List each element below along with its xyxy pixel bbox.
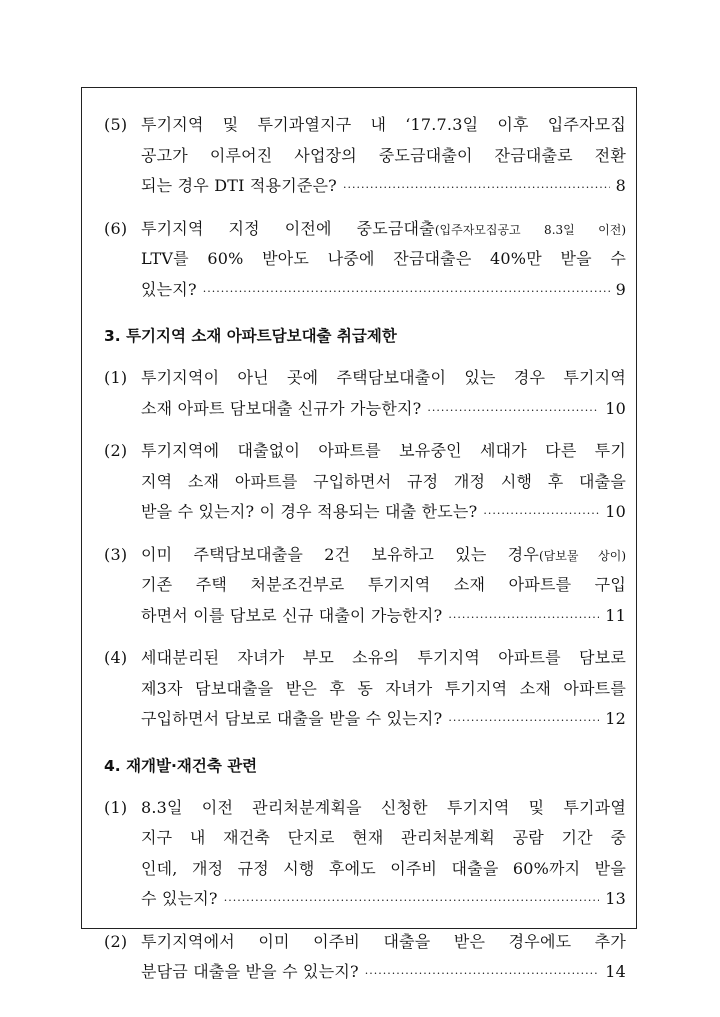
section-heading-4: 4. 재개발·재건축 관련: [104, 756, 258, 775]
item-last-line: [141, 275, 626, 306]
item-text: 소재 아파트 담보대출 신규가 가능한지?: [141, 398, 422, 418]
dot-leader: [203, 277, 610, 306]
dot-leader: [365, 959, 599, 988]
item-number: (5): [104, 115, 128, 134]
page-number: 13: [605, 889, 626, 908]
item-number: (1): [104, 797, 128, 817]
page-number: 12: [605, 709, 626, 728]
item-number: (2): [104, 441, 128, 460]
page-number: 9: [615, 279, 626, 299]
item-text: 분담금 대출을 받을 수 있는지?: [141, 962, 359, 981]
page-number: 8: [615, 176, 626, 195]
item-text-line: 지역 소재 아파트를 구입하면서 규정 개정 시행 후 대출을: [141, 471, 626, 491]
item-text: 하면서 이를 담보로 신규 대출이 가능한지?: [141, 605, 443, 625]
item-last-line: [141, 957, 626, 988]
toc-item-3-3[interactable]: [104, 540, 626, 632]
toc-item-3-1[interactable]: [104, 363, 626, 424]
item-text-line: 인데, 개정 규정 시행 후에도 이주비 대출을 60%까지 받을: [141, 858, 626, 878]
dot-leader: [343, 173, 610, 202]
item-text-line: 투기지역에 대출없이 아파트를 보유중인 세대가 다른 투기: [141, 441, 626, 460]
toc-item-3-4[interactable]: [104, 643, 626, 735]
dot-leader: [483, 499, 599, 528]
item-text-line: [141, 214, 626, 245]
item-last-line: [141, 497, 626, 528]
toc-item-5[interactable]: [104, 110, 626, 202]
page-number: 14: [605, 962, 626, 981]
item-text: 이미 주택담보대출을 2건 보유하고 있는 경우: [141, 544, 539, 564]
item-text-line: 투기지역 및 투기과열지구 내 ‘17.7.3일 이후 입주자모집: [141, 115, 626, 134]
item-note: (담보물 상이): [538, 548, 626, 563]
item-text: 수 있는지?: [141, 889, 218, 908]
dot-leader: [448, 603, 599, 632]
item-text-line: 투기지역이 아닌 곳에 주택담보대출이 있는 경우 투기지역: [141, 368, 626, 387]
item-text-line: LTV를 60% 받아도 나중에 잔금대출은 40%만 받을 수: [141, 249, 626, 268]
item-last-line: [141, 171, 626, 202]
item-text: 있는지?: [141, 279, 197, 299]
toc-content: [104, 110, 626, 988]
toc-item-4-1[interactable]: [104, 793, 626, 915]
item-text-line: 제3자 담보대출을 받은 후 동 자녀가 투기지역 소재 아파트를: [141, 678, 626, 698]
item-last-line: [141, 394, 626, 425]
item-number: (2): [104, 931, 128, 951]
item-text: 투기지역 지정 이전에 중도금대출: [141, 218, 435, 238]
section-heading-3: 3. 투기지역 소재 아파트담보대출 취급제한: [104, 327, 397, 345]
item-last-line: [141, 601, 626, 632]
item-text: 되는 경우 DTI 적용기준은?: [141, 176, 337, 195]
item-text-line: 기존 주택 처분조건부로 투기지역 소재 아파트를 구입: [141, 575, 626, 594]
item-text-line: 공고가 이루어진 사업장의 중도금대출이 잔금대출로 전환: [141, 145, 626, 165]
item-text-line: [141, 540, 626, 571]
dot-leader: [448, 706, 599, 735]
item-number: (1): [104, 368, 128, 387]
item-number: (6): [104, 218, 128, 238]
toc-item-3-2[interactable]: [104, 436, 626, 528]
item-number: (4): [104, 648, 128, 667]
toc-item-4-2[interactable]: [104, 927, 626, 988]
item-text: 구입하면서 담보로 대출을 받을 수 있는지?: [141, 709, 443, 728]
item-text-line: 투기지역에서 이미 이주비 대출을 받은 경우에도 추가: [141, 931, 626, 951]
item-note: (입주자모집공고 8.3일 이전): [434, 222, 626, 237]
page-number: 10: [605, 398, 626, 418]
item-text-line: 세대분리된 자녀가 부모 소유의 투기지역 아파트를 담보로: [141, 648, 626, 667]
item-text-line: 8.3일 이전 관리처분계획을 신청한 투기지역 및 투기과열: [141, 797, 626, 817]
page-number: 11: [605, 605, 626, 625]
dot-leader: [224, 886, 600, 915]
item-number: (3): [104, 544, 128, 564]
item-text: 받을 수 있는지? 이 경우 적용되는 대출 한도는?: [141, 502, 478, 521]
toc-item-6[interactable]: [104, 214, 626, 306]
dot-leader: [427, 396, 599, 425]
item-last-line: [141, 704, 626, 735]
item-text-line: 지구 내 재건축 단지로 현재 관리처분계획 공람 기간 중: [141, 828, 626, 847]
item-last-line: [141, 884, 626, 915]
page-number: 10: [605, 502, 626, 521]
